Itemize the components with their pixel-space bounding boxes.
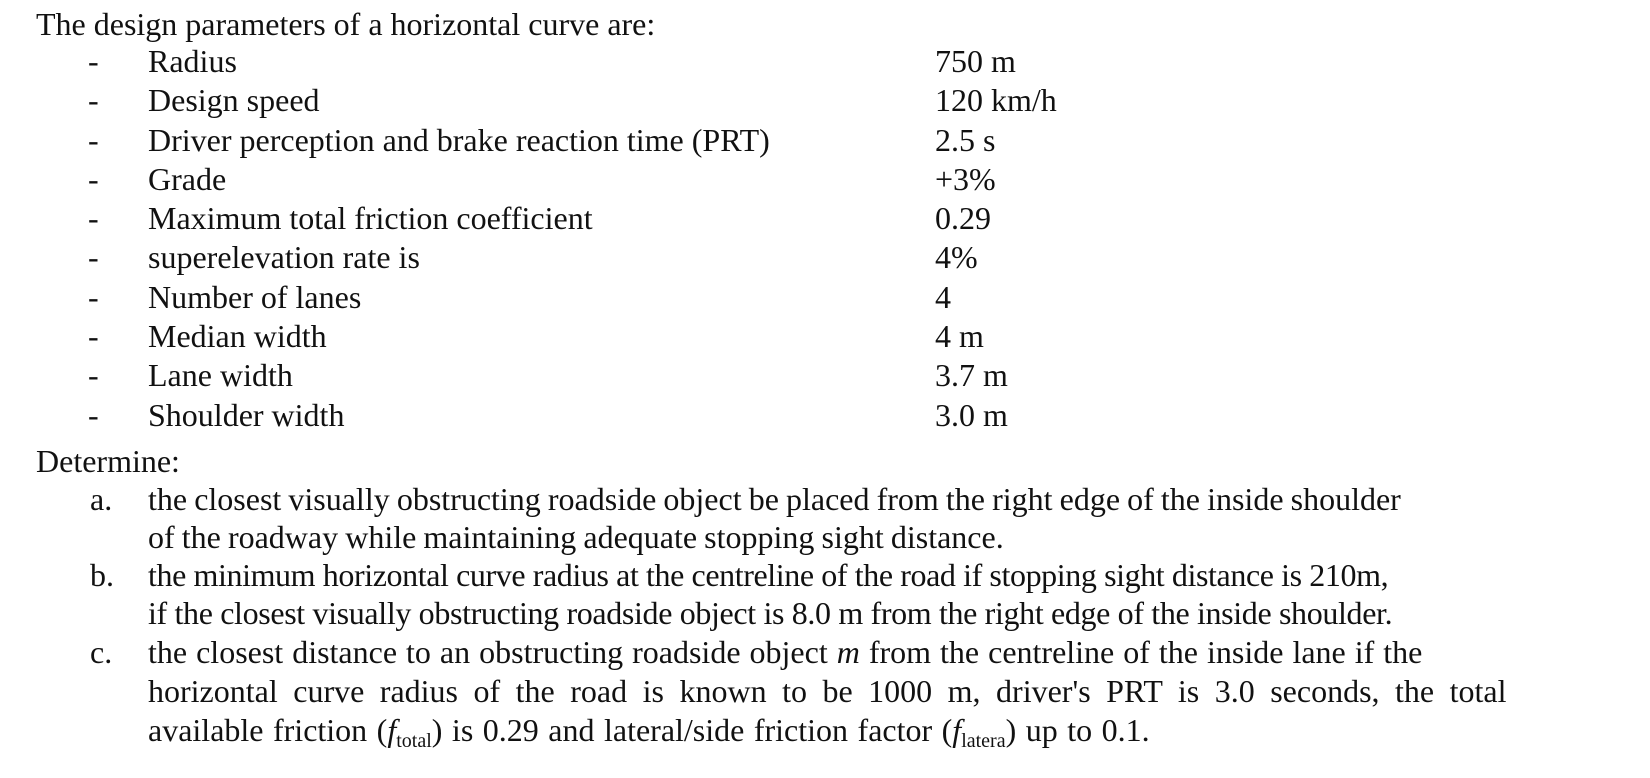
parameter-row <box>0 396 1650 435</box>
parameter-dash: - <box>88 82 99 119</box>
parameter-row <box>0 317 1650 356</box>
parameter-dash: - <box>88 160 99 197</box>
f-latera-subscript: latera <box>961 730 1006 752</box>
parameter-row <box>0 42 1650 81</box>
parameter-value: 3.0 m <box>935 396 1008 433</box>
parameter-dash: - <box>88 396 99 433</box>
parameter-row <box>0 238 1650 277</box>
parameter-label: Grade <box>148 160 227 197</box>
parameter-label: Lane width <box>148 357 293 394</box>
question-a-line-2: of the roadway while maintaining adequate stopping sight distance. <box>148 519 1004 555</box>
parameter-value: 4 m <box>935 318 984 355</box>
intro-text: The design parameters of a horizontal curve are: <box>36 6 656 42</box>
variable-m: m <box>836 634 860 670</box>
determine-heading: Determine: <box>36 443 180 479</box>
parameter-dash: - <box>88 200 99 237</box>
question-c-line-1 <box>148 633 1422 672</box>
question-c-line-1-start: the closest distance to an obstructing roadside object <box>148 634 837 670</box>
parameter-value: 4 <box>935 278 951 315</box>
parameter-value: 2.5 s <box>935 121 996 158</box>
parameter-row <box>0 199 1650 238</box>
parameter-label: Radius <box>148 43 237 79</box>
parameter-label: superelevation rate is <box>148 239 420 276</box>
question-a-line-1: the closest visually obstructing roadside object be placed from the right edge of the inside shoulder <box>148 481 1401 517</box>
parameter-value: 4% <box>935 239 978 276</box>
parameter-value: 120 km/h <box>935 82 1057 119</box>
parameter-dash: - <box>88 318 99 355</box>
f-total-symbol: f <box>387 712 397 748</box>
parameter-value: +3% <box>935 160 996 197</box>
question-c-line-3 <box>148 711 1150 761</box>
question-c-line-3-part-3: ) up to 0.1. <box>1005 712 1150 748</box>
parameter-label: Median width <box>148 318 327 355</box>
parameter-label: Driver perception and brake reaction time (PRT) <box>148 121 770 158</box>
parameter-row <box>0 121 1650 160</box>
parameter-row <box>0 356 1650 395</box>
question-c-line-3-part-2: ) is 0.29 and lateral/side friction factor ( <box>431 712 953 748</box>
f-total-subscript: total <box>396 730 432 752</box>
parameter-label: Maximum total friction coefficient <box>148 200 593 237</box>
parameter-label: Design speed <box>148 82 320 119</box>
parameter-dash: - <box>88 278 99 315</box>
parameter-row <box>0 278 1650 317</box>
parameter-row <box>0 81 1650 120</box>
question-a-letter: a. <box>90 481 113 517</box>
parameter-value: 0.29 <box>935 200 991 237</box>
question-c-line-3-part-1: available friction ( <box>148 712 388 748</box>
question-c-letter: c. <box>90 634 113 670</box>
parameter-dash: - <box>88 239 99 276</box>
parameter-value: 750 m <box>935 43 1016 79</box>
parameter-dash: - <box>88 357 99 394</box>
parameter-dash: - <box>88 121 99 158</box>
question-c-line-2: horizontal curve radius of the road is known to be 1000 m, driver's PRT is 3.0 seconds, the total <box>148 673 1507 709</box>
parameter-label: Number of lanes <box>148 278 362 315</box>
question-b-line-2: if the closest visually obstructing roadside object is 8.0 m from the right edge of the inside shoulder. <box>148 595 1393 631</box>
parameter-list <box>0 42 1650 435</box>
f-latera-symbol: f <box>952 712 962 748</box>
parameter-row <box>0 160 1650 199</box>
question-b-line-1: the minimum horizontal curve radius at the centreline of the road if stopping sight distance is 210m, <box>148 557 1389 593</box>
parameter-label: Shoulder width <box>148 396 345 433</box>
parameter-dash: - <box>88 43 99 79</box>
parameter-value: 3.7 m <box>935 357 1008 394</box>
question-b-letter: b. <box>90 557 114 593</box>
question-c-line-1-end: from the centreline of the inside lane if the <box>859 634 1423 670</box>
